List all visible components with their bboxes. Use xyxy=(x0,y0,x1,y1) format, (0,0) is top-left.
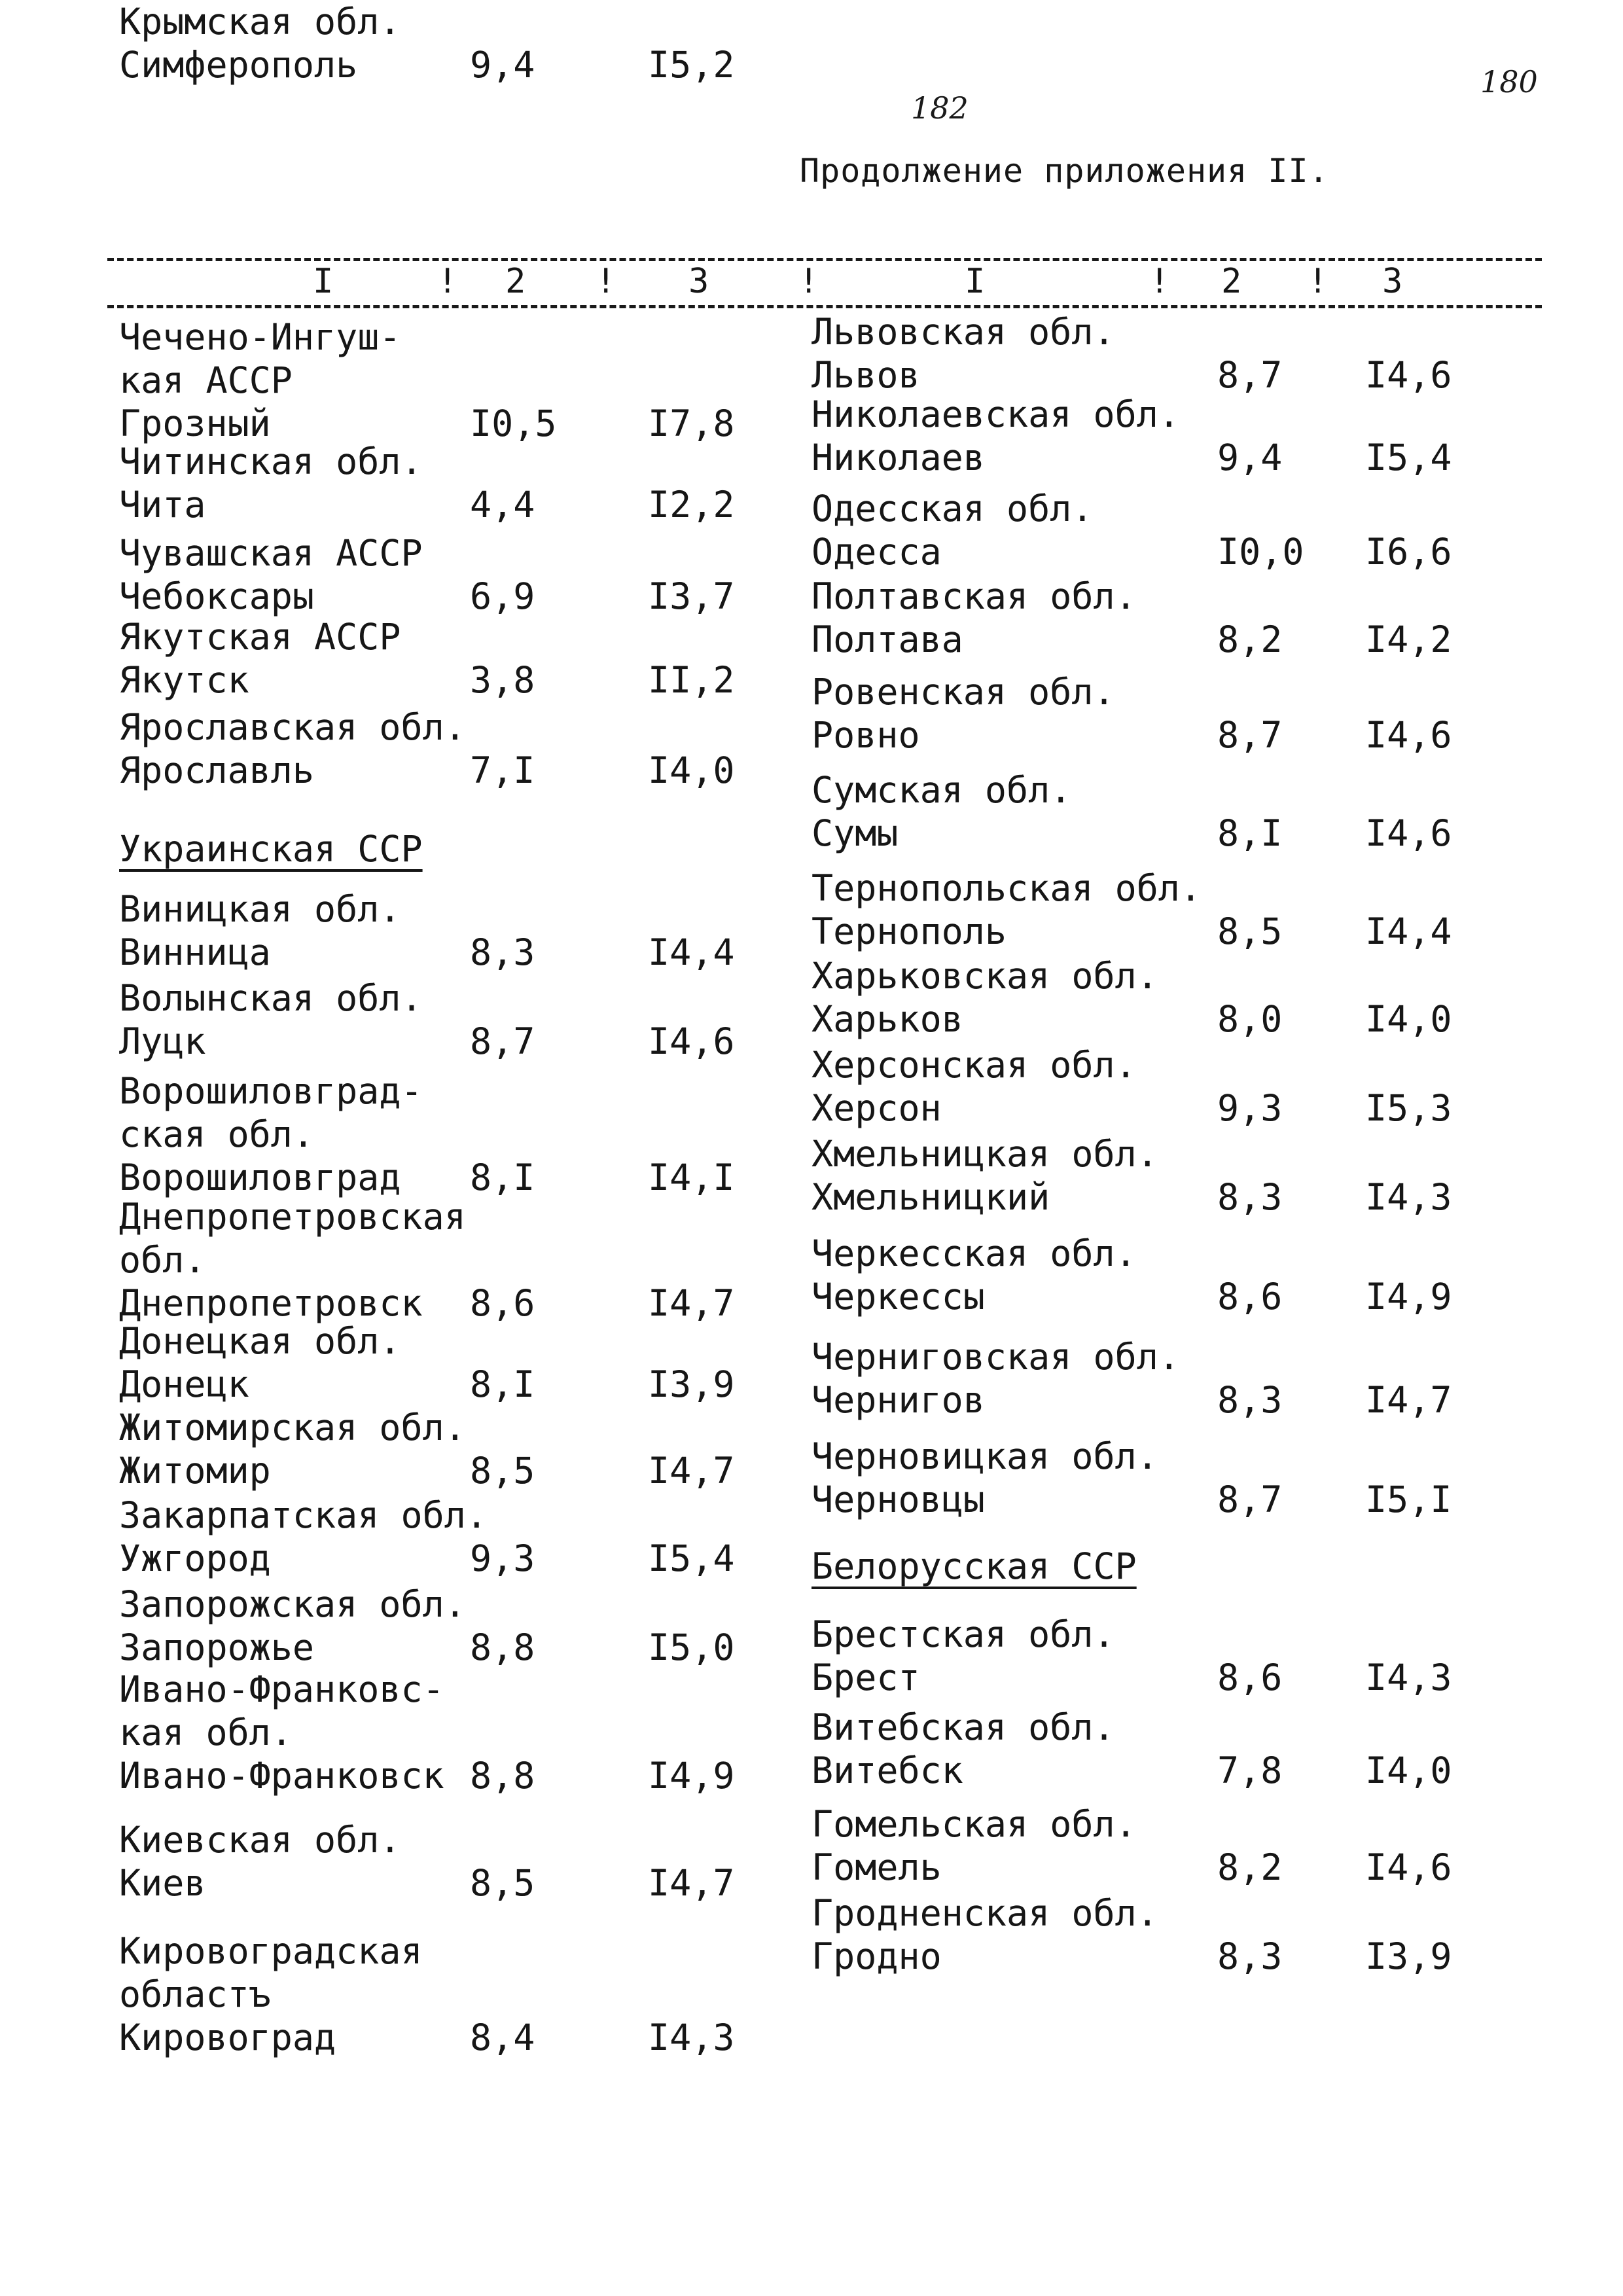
page-title: Продолжение приложения II. xyxy=(800,152,1329,190)
region-name-line: Витебская обл. xyxy=(812,1706,1115,1748)
value-col-2: 8,5 xyxy=(470,1862,535,1904)
region-name xyxy=(119,315,401,445)
region-name-line: Харьковская обл. xyxy=(812,955,1158,997)
value-col-3: I4,4 xyxy=(1365,910,1452,952)
region-name xyxy=(119,706,466,792)
value-col-2: 8,6 xyxy=(470,1282,535,1324)
region-name xyxy=(119,1583,466,1669)
region-name-line: Полтава xyxy=(812,619,963,660)
region-name-line: Черновцы xyxy=(812,1479,985,1520)
region-name xyxy=(812,768,1071,855)
value-col-2: 8,3 xyxy=(1217,1935,1283,1977)
region-name xyxy=(812,670,1115,757)
region-name-line: кая АССР xyxy=(119,359,293,401)
value-col-2: 8,7 xyxy=(470,1020,535,1062)
value-col-2: 8,I xyxy=(1217,812,1283,854)
region-name xyxy=(119,1494,488,1580)
region-name xyxy=(812,487,1093,573)
region-name xyxy=(812,1892,1158,1978)
region-name-line: Ворошиловград- xyxy=(119,1070,423,1112)
value-col-2: 8,2 xyxy=(1217,1846,1283,1888)
region-name-line: Сумы xyxy=(812,812,899,854)
header-col-1-left: I xyxy=(313,262,334,301)
value-col-2: I0,5 xyxy=(470,403,557,444)
region-name-line: Ивано-Франковс- xyxy=(119,1668,444,1710)
value-col-3: I4,0 xyxy=(1365,998,1452,1040)
value-col-3: I4,7 xyxy=(1365,1379,1452,1421)
value-col-3: I4,6 xyxy=(1365,1846,1452,1888)
value-col-3: II,2 xyxy=(648,659,735,701)
region-name xyxy=(812,1803,1137,1889)
section-heading: Украинская ССР xyxy=(119,828,423,870)
region-name-line: Ровенская обл. xyxy=(812,671,1115,713)
region-name xyxy=(812,1232,1137,1318)
region-name xyxy=(119,1319,401,1406)
value-col-3: I4,7 xyxy=(648,1450,735,1492)
region-name-line: Днепропетровск xyxy=(119,1282,423,1324)
header-separator: ! xyxy=(798,262,819,301)
value-col-2: 8,I xyxy=(470,1157,535,1198)
region-name-line: Полтавская обл. xyxy=(812,575,1137,617)
region-name-line: Ярославль xyxy=(119,749,315,791)
region-name xyxy=(119,1195,466,1325)
header-separator: ! xyxy=(1149,262,1170,301)
value-col-3: I4,6 xyxy=(1365,354,1452,396)
value-col-3: I4,0 xyxy=(648,749,735,791)
region-name-line: Киев xyxy=(119,1862,206,1904)
region-name-line: обл. xyxy=(119,1239,206,1281)
header-col-3-left: 3 xyxy=(688,262,709,301)
region-name-line: Николаевская обл. xyxy=(812,393,1180,435)
region-name-line: Запорожская обл. xyxy=(119,1583,466,1625)
region-name xyxy=(119,531,423,618)
value-col-2: 3,8 xyxy=(470,659,535,701)
value-col-3: I4,7 xyxy=(648,1282,735,1324)
page-number-corner: 180 xyxy=(1480,64,1538,99)
region-name xyxy=(812,393,1180,479)
region-name-line: Волынская обл. xyxy=(119,977,423,1019)
header-separator: ! xyxy=(437,262,458,301)
region-name-line: Ярославская обл. xyxy=(119,706,466,748)
region-name xyxy=(119,977,423,1063)
region-name-line: Чита xyxy=(119,484,206,526)
value-col-3: I3,9 xyxy=(648,1363,735,1405)
region-name-line: Днепропетровская xyxy=(119,1196,466,1238)
value-col-2: 4,4 xyxy=(470,484,535,526)
region-name-line: Житомирская обл. xyxy=(119,1407,466,1448)
value-col-3: I5,4 xyxy=(1365,437,1452,478)
region-name-line: Чернигов xyxy=(812,1379,985,1421)
value-col-2: 8,6 xyxy=(1217,1657,1283,1698)
value-col-3: I4,0 xyxy=(1365,1749,1452,1791)
value-col-2: 8,5 xyxy=(1217,910,1283,952)
region-name-line: Житомир xyxy=(119,1450,271,1492)
region-name-line: Гомель xyxy=(812,1846,942,1888)
region-name-line: Якутск xyxy=(119,659,249,701)
region-name-line: Ровно xyxy=(812,714,920,756)
header-col-2-left: 2 xyxy=(505,262,526,301)
region-name-line: Хмельницкая обл. xyxy=(812,1133,1158,1175)
value-col-3: I4,6 xyxy=(648,1020,735,1062)
region-name-line: Кировоград xyxy=(119,2017,336,2058)
region-name xyxy=(119,888,401,974)
region-name-line: областъ xyxy=(119,1973,271,2015)
value-col-2: 8,6 xyxy=(1217,1276,1283,1318)
region-name-line: Гродненская обл. xyxy=(812,1892,1158,1934)
region-name xyxy=(812,1435,1158,1521)
value-col-3: I2,2 xyxy=(648,484,735,526)
region-name xyxy=(812,575,1137,661)
region-name-line: Виницкая обл. xyxy=(119,888,401,930)
region-name-line: Витебск xyxy=(812,1749,963,1791)
header-col-2-right: 2 xyxy=(1221,262,1242,301)
region-name-line: Херсон xyxy=(812,1087,942,1129)
value-col-2: 9,3 xyxy=(470,1537,535,1579)
value-col-2: 8,0 xyxy=(1217,998,1283,1040)
region-name-line: Грозный xyxy=(119,403,271,444)
region-name-line: Брестская обл. xyxy=(812,1613,1115,1655)
header-rule-top xyxy=(107,258,1542,261)
region-name-line: Черниговская обл. xyxy=(812,1336,1180,1378)
region-name-line: Симферополь xyxy=(119,44,358,86)
value-col-2: 8,4 xyxy=(470,2017,535,2058)
value-col-2: 6,9 xyxy=(470,575,535,617)
region-name-line: Одесса xyxy=(812,531,942,573)
value-col-2: 8,3 xyxy=(1217,1176,1283,1218)
region-name xyxy=(119,615,401,702)
value-col-3: I4,I xyxy=(648,1157,735,1198)
region-name-line: кая обл. xyxy=(119,1712,293,1753)
region-name-line: Луцк xyxy=(119,1020,206,1062)
region-name xyxy=(812,1132,1158,1219)
value-col-2: 7,8 xyxy=(1217,1749,1283,1791)
region-name xyxy=(812,1706,1115,1792)
value-col-2: 8,7 xyxy=(1217,714,1283,756)
page-number-center: 182 xyxy=(911,90,969,126)
region-name-line: Черкесская обл. xyxy=(812,1232,1137,1274)
region-name-line: Закарпатская обл. xyxy=(119,1494,488,1536)
header-col-3-right: 3 xyxy=(1382,262,1403,301)
value-col-3: I3,9 xyxy=(1365,1935,1452,1977)
region-name-line: Читинская обл. xyxy=(119,440,423,482)
region-name xyxy=(812,954,1158,1041)
value-col-2: 8,7 xyxy=(1217,354,1283,396)
region-name-line: Чебоксары xyxy=(119,575,315,617)
value-col-3: I4,9 xyxy=(1365,1276,1452,1318)
region-name xyxy=(812,1613,1115,1699)
region-name-line: Тернопольская обл. xyxy=(812,867,1202,909)
region-name xyxy=(119,440,423,526)
region-name-line: Николаев xyxy=(812,437,985,478)
value-col-2: 9,3 xyxy=(1217,1087,1283,1129)
value-col-3: I5,3 xyxy=(1365,1087,1452,1129)
value-col-3: I5,4 xyxy=(648,1537,735,1579)
header-rule-bottom xyxy=(107,305,1542,308)
value-col-3: I7,8 xyxy=(648,403,735,444)
value-col-2: 9,4 xyxy=(470,44,535,86)
value-col-2: 8,I xyxy=(470,1363,535,1405)
region-name-line: Донецкая обл. xyxy=(119,1320,401,1362)
region-name-line: Гродно xyxy=(812,1935,942,1977)
region-name-line: Винница xyxy=(119,931,271,973)
region-name-line: Херсонская обл. xyxy=(812,1044,1137,1086)
region-name-line: ская обл. xyxy=(119,1113,315,1155)
value-col-2: 7,I xyxy=(470,749,535,791)
region-name-line: Тернополь xyxy=(812,910,1007,952)
section-heading: Белорусская ССР xyxy=(812,1545,1137,1587)
region-name-line: Якутская АССР xyxy=(119,616,401,658)
region-name-line: Львовская обл. xyxy=(812,311,1115,353)
value-col-2: 8,5 xyxy=(470,1450,535,1492)
value-col-3: I4,9 xyxy=(648,1755,735,1797)
region-name xyxy=(812,1335,1180,1422)
region-name-line: Кировоградская xyxy=(119,1930,423,1972)
value-col-2: 8,8 xyxy=(470,1755,535,1797)
region-name xyxy=(812,867,1202,953)
header-separator: ! xyxy=(596,262,616,301)
region-name-line: Чечено-Ингуш- xyxy=(119,316,401,358)
region-name-line: Крымская обл. xyxy=(119,1,401,43)
value-col-3: I6,6 xyxy=(1365,531,1452,573)
region-name-line: Донецк xyxy=(119,1363,249,1405)
region-name-line: Брест xyxy=(812,1657,920,1698)
region-name xyxy=(119,1929,423,2059)
value-col-2: 9,4 xyxy=(1217,437,1283,478)
region-name-line: Чувашская АССР xyxy=(119,532,423,574)
region-name xyxy=(119,1668,444,1797)
value-col-3: I4,3 xyxy=(1365,1176,1452,1218)
region-name-line: Ворошиловград xyxy=(119,1157,401,1198)
region-name-line: Хмельницкий xyxy=(812,1176,1050,1218)
region-name-line: Ужгород xyxy=(119,1537,271,1579)
region-name-line: Черкессы xyxy=(812,1276,985,1318)
value-col-3: I4,4 xyxy=(648,931,735,973)
value-col-3: I5,I xyxy=(1365,1479,1452,1520)
region-name xyxy=(119,1069,423,1199)
region-name xyxy=(812,310,1115,397)
header-separator: ! xyxy=(1308,262,1329,301)
region-name xyxy=(119,1406,466,1492)
region-name-line: Сумская обл. xyxy=(812,769,1072,811)
header-col-1-right: I xyxy=(965,262,986,301)
value-col-2: I0,0 xyxy=(1217,531,1304,573)
region-name-line: Киевская обл. xyxy=(119,1819,401,1861)
value-col-3: I5,0 xyxy=(648,1626,735,1668)
value-col-3: I3,7 xyxy=(648,575,735,617)
value-col-2: 8,3 xyxy=(470,931,535,973)
region-name xyxy=(119,0,401,86)
value-col-3: I5,2 xyxy=(648,44,735,86)
region-name-line: Гомельская обл. xyxy=(812,1803,1137,1845)
region-name-line: Черновицкая обл. xyxy=(812,1435,1158,1477)
value-col-2: 8,8 xyxy=(470,1626,535,1668)
region-name-line: Запорожье xyxy=(119,1626,315,1668)
region-name xyxy=(812,1043,1137,1130)
value-col-3: I4,3 xyxy=(1365,1657,1452,1698)
region-name-line: Львов xyxy=(812,354,920,396)
value-col-2: 8,7 xyxy=(1217,1479,1283,1520)
value-col-3: I4,7 xyxy=(648,1862,735,1904)
value-col-2: 8,2 xyxy=(1217,619,1283,660)
region-name-line: Ивано-Франковск xyxy=(119,1755,444,1797)
value-col-3: I4,2 xyxy=(1365,619,1452,660)
region-name-line: Харьков xyxy=(812,998,963,1040)
value-col-3: I4,6 xyxy=(1365,714,1452,756)
region-name xyxy=(119,1818,401,1905)
value-col-3: I4,6 xyxy=(1365,812,1452,854)
value-col-2: 8,3 xyxy=(1217,1379,1283,1421)
value-col-3: I4,3 xyxy=(648,2017,735,2058)
region-name-line: Одесская обл. xyxy=(812,488,1094,529)
